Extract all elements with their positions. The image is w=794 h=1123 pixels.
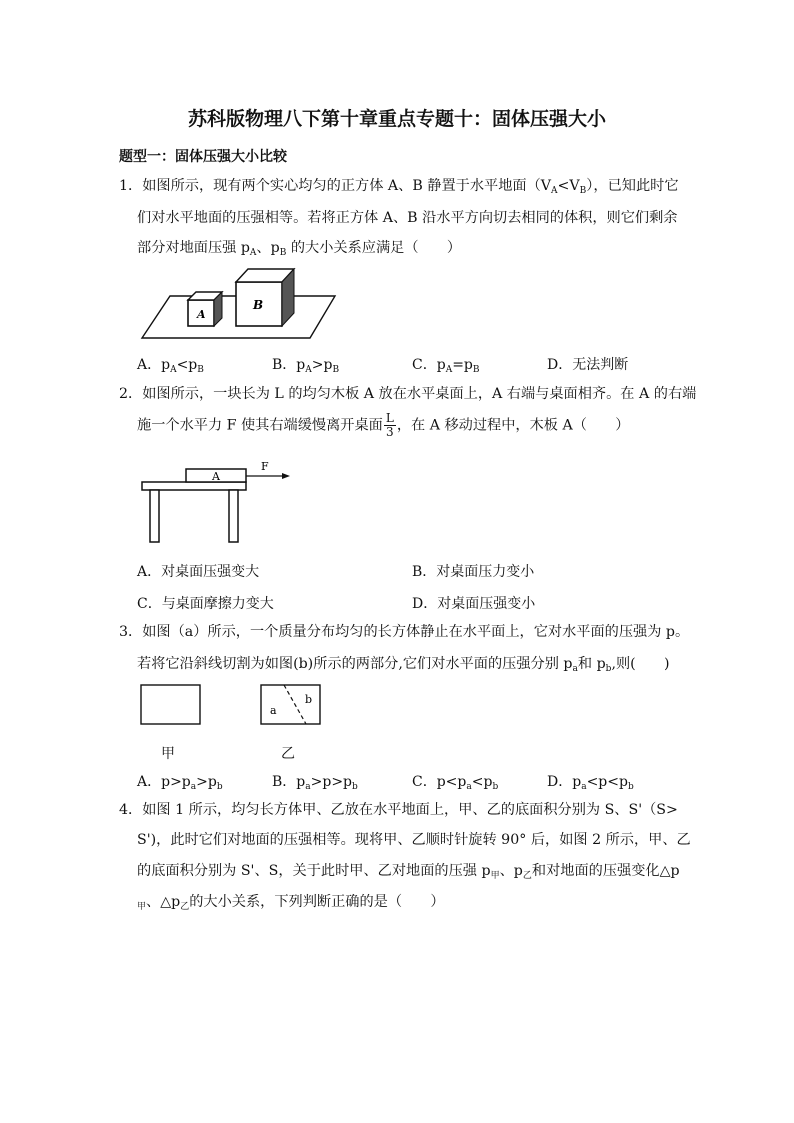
- q3-option-d[interactable]: D．$p_a<p<p_b$: [547, 774, 634, 792]
- q3-line2: 若将它沿斜线切割为如图(b)所示的两部分,它们对水平面的压强分别 $p_a$和 $p_b$,则( ): [137, 656, 670, 674]
- q3-option-a[interactable]: A．$p>p_a>p_b$: [137, 774, 223, 792]
- q1-option-b[interactable]: B．$p_A>p_B$: [272, 357, 340, 375]
- force-label: F: [261, 460, 269, 473]
- q2-figure-table: [140, 458, 300, 546]
- q4-line4: $_甲$、$\triangle p_乙$的大小关系，下列判断正确的是（ ）: [137, 894, 445, 912]
- q3-figure-a: [140, 684, 202, 726]
- q4-line2: S')，此时它们对地面的压强相等。现将甲、乙顺时针旋转 90° 后，如图 2 所示，甲、乙: [137, 832, 691, 848]
- q1-option-a[interactable]: A．$p_A<p_B$: [137, 357, 204, 375]
- q1-figure-cubes: [140, 266, 340, 340]
- cube-a: [188, 292, 222, 326]
- board-a-label: A: [212, 470, 220, 483]
- q1-line2: 们对水平地面的压强相等。若将正方体 A、B 沿水平方向切去相同的体积，则它们剩余: [137, 210, 678, 226]
- q2-option-d[interactable]: D．对桌面压强变小: [412, 596, 536, 612]
- q3-option-b[interactable]: B．$p_a>p>p_b$: [272, 774, 358, 792]
- q1-line3: 部分对地面压强 $p_A$、$p_B$ 的大小关系应满足（ ）: [137, 240, 462, 258]
- q2-line2: 施一个水平力 F 使其右端缓慢离开桌面 $\frac{L}{3}$ ，在 A 移动过程中，木板 A（ ）: [137, 411, 630, 439]
- section-heading: 题型一：固体压强大小比较: [119, 149, 287, 165]
- q2-line1: 2．如图所示，一块长为 L 的均匀木板 A 放在水平桌面上，A 右端与桌面相齐。在 A 的右端: [119, 386, 697, 402]
- caption-yi: 乙: [281, 746, 295, 762]
- cube-b: [236, 269, 294, 326]
- cube-a-label: A: [197, 308, 206, 321]
- caption-jia: 甲: [161, 746, 175, 762]
- fraction-l-over-3: $\frac{L}{3}$: [385, 411, 394, 439]
- q2-option-b[interactable]: B．对桌面压力变小: [412, 564, 535, 580]
- q1-option-c[interactable]: C．$p_A=p_B$: [412, 357, 480, 375]
- q4-line3: 的底面积分别为 S'、S，关于此时甲、乙对地面的压强 $p_甲$、$p_乙$和对地面的压强变化△p: [137, 863, 680, 881]
- q1-option-d[interactable]: D．无法判断: [547, 357, 629, 373]
- q4-line1: 4．如图 1 所示，均匀长方体甲、乙放在水平地面上，甲、乙的底面积分别为 S、S'（S>: [119, 802, 678, 818]
- cube-b-label: B: [253, 298, 264, 312]
- q3-line1: 3．如图（a）所示，一个质量分布均匀的长方体静止在水平面上，它对水平面的压强为 p。: [119, 624, 690, 640]
- q2-option-c[interactable]: C．与桌面摩擦力变大: [137, 596, 274, 612]
- q3-figure-b: [260, 684, 322, 726]
- part-a-label: a: [270, 704, 277, 717]
- q3-option-c[interactable]: C．$p<p_a<p_b$: [412, 774, 499, 792]
- q1-line1: 1．如图所示，现有两个实心均匀的正方体 A、B 静置于水平地面$(V_A<V_B)$，已知此时它: [119, 178, 679, 196]
- q2-option-a[interactable]: A．对桌面压强变大: [137, 564, 260, 580]
- page-title: 苏科版物理八下第十章重点专题十：固体压强大小: [187, 108, 606, 130]
- part-b-label: b: [305, 693, 313, 706]
